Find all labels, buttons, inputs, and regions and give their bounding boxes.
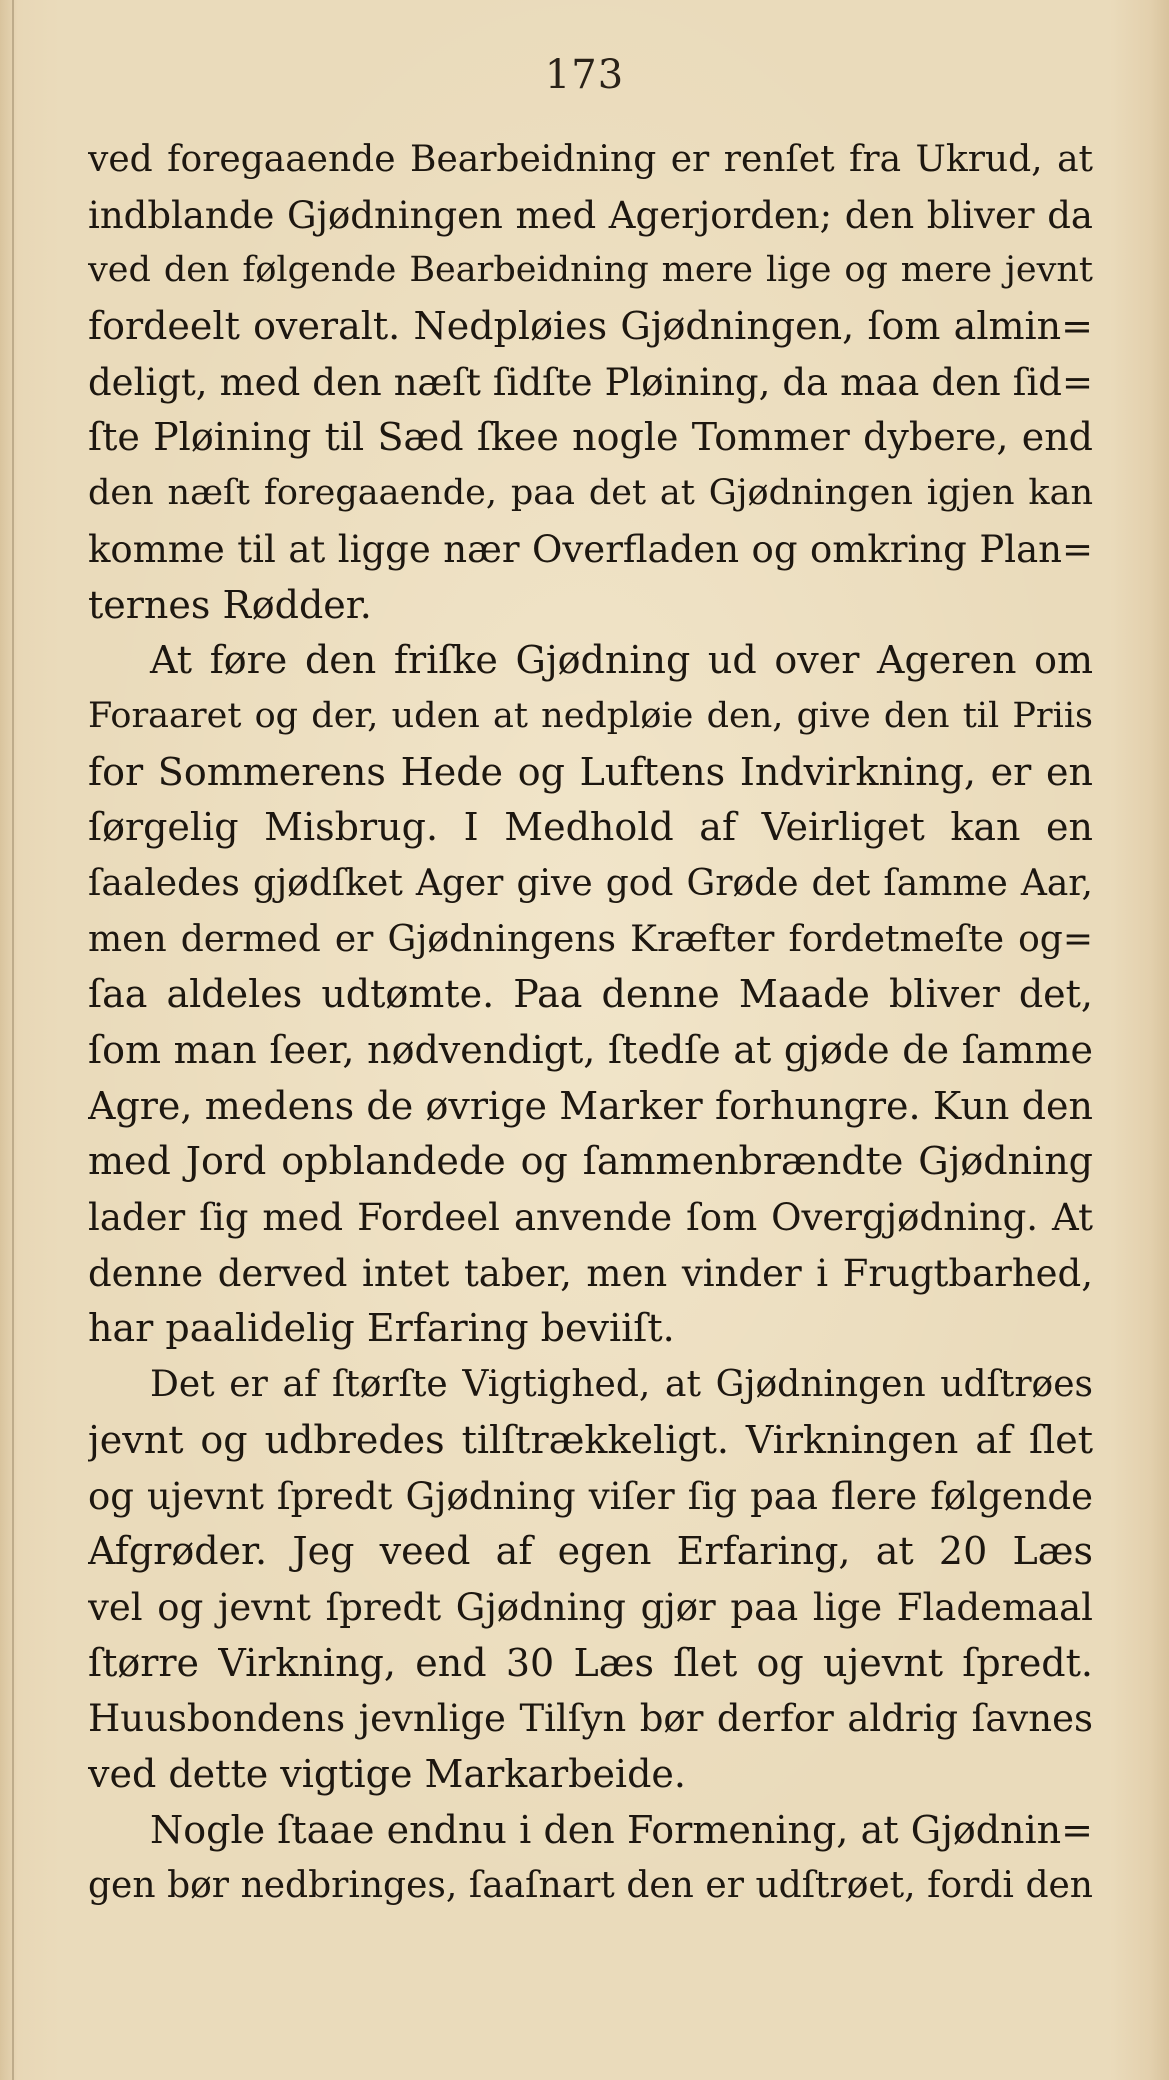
text-line: ternes Rødder. xyxy=(88,582,372,627)
page-edge-rule xyxy=(12,0,14,2080)
text-line: vel og jevnt ſpredt Gjødning gjør paa lige Flademaal xyxy=(88,1585,1093,1629)
text-line: At føre den friſke Gjødning ud over Ageren om xyxy=(150,638,1093,683)
text-line: ved foregaaende Bearbeidning er renſet fra Ukrud, at xyxy=(88,139,1093,180)
text-line: ved den følgende Bearbeidning mere lige og mere jevnt xyxy=(88,250,1093,291)
text-line: indblande Gjødningen med Agerjorden; den bliver da xyxy=(88,193,1093,237)
text-line: Agre, medens de øvrige Marker forhungre. Kun den xyxy=(88,1083,1093,1128)
text-line: deligt, med den næſt ſidſte Pløining, da maa den ſid= xyxy=(88,360,1093,404)
text-line: for Sommerens Hede og Luftens Indvirkning, er en xyxy=(88,749,1093,794)
text-line: men dermed er Gjødningens Kræfter fordetmeſte og= xyxy=(88,918,1093,960)
text-line: har paalidelig Erfaring beviiſt. xyxy=(88,1306,675,1351)
paragraph xyxy=(88,1357,1093,1803)
page-number: 173 xyxy=(544,52,625,98)
text-line: ſom man ſeer, nødvendigt, ſtedſe at gjøde de ſamme xyxy=(88,1028,1093,1072)
text-line: ſtørre Virkning, end 30 Læs ſlet og ujevnt ſpredt. xyxy=(88,1640,1093,1685)
text-line: med Jord opblandede og ſammenbrændte Gjødning xyxy=(88,1139,1093,1184)
text-line: ſaa aldeles udtømte. Paa denne Maade bliver det, xyxy=(88,972,1093,1017)
text-line: jevnt og udbredes tilſtrækkeligt. Virkningen af ſlet xyxy=(88,1417,1093,1462)
text-line: Afgrøder. Jeg veed af egen Erfaring, at 20 Læs xyxy=(88,1529,1093,1574)
text-line: denne derved intet taber, men vinder i Frugtbarhed, xyxy=(88,1251,1093,1295)
text-line: Huusbondens jevnlige Tilſyn bør derfor aldrig ſavnes xyxy=(88,1697,1093,1741)
text-line: komme til at ligge nær Overfladen og omkring Plan= xyxy=(88,527,1093,571)
text-line: Foraaret og der, uden at nedpløie den, give den til Priis xyxy=(88,695,1093,736)
text-line: Det er af ſtørſte Vigtighed, at Gjødningen udſtrøes xyxy=(150,1364,1093,1406)
text-line: og ujevnt ſpredt Gjødning viſer ſig paa flere følgende xyxy=(88,1474,1093,1518)
text-line: den næſt foregaaende, paa det at Gjødningen igjen kan xyxy=(88,473,1093,514)
paragraph xyxy=(88,1803,1093,1914)
text-line: gen bør nedbringes, ſaaſnart den er udſtrøet, fordi den xyxy=(88,1865,1093,1907)
body-text xyxy=(88,132,1093,1914)
text-line: ved dette vigtige Markarbeide. xyxy=(88,1751,686,1796)
text-line: ſørgelig Misbrug. I Medhold af Veirliget kan en xyxy=(88,805,1093,850)
text-line: lader ſig med Fordeel anvende ſom Overgjødning. At xyxy=(88,1196,1093,1240)
text-line: ſaaledes gjødſket Ager give god Grøde det ſamme Aar, xyxy=(88,862,1093,904)
text-line: Nogle ſtaae endnu i den Formening, at Gjødnin= xyxy=(150,1807,1093,1852)
paragraph xyxy=(88,132,1093,633)
text-line: fordeelt overalt. Nedpløies Gjødningen, ſom almin= xyxy=(88,304,1093,349)
text-line: ſte Pløining til Sæd ſkee nogle Tommer dybere, end xyxy=(88,415,1093,460)
paragraph xyxy=(88,633,1093,1357)
